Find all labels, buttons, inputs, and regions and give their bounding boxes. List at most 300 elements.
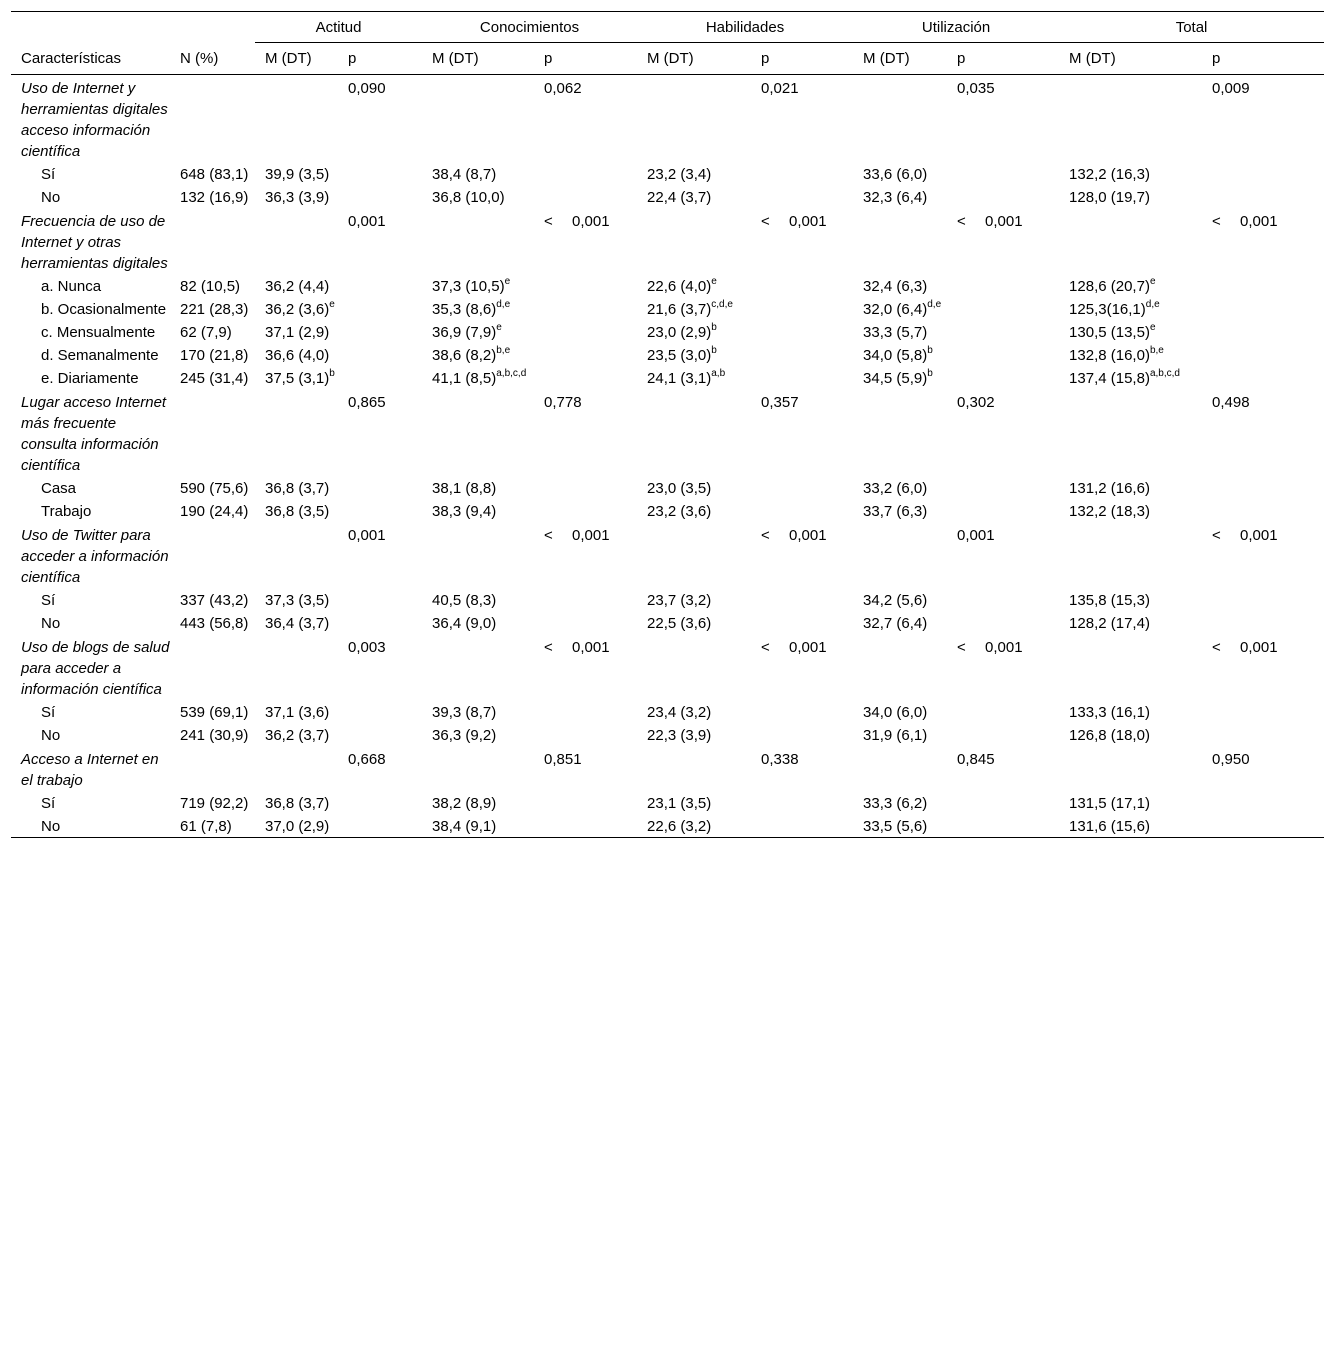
m-value: 37,3 (10,5) (432, 278, 505, 295)
row-label: Sí (41, 704, 56, 721)
m-value: 128,0 (19,7) (1069, 189, 1150, 206)
p-cell (947, 791, 1059, 814)
m-value: 125,3(16,1) (1069, 301, 1146, 318)
p-value: 0,302 (957, 394, 995, 411)
p-value-number: 0,001 (985, 639, 1023, 656)
section-row (11, 389, 1324, 476)
section-row (11, 208, 1324, 274)
header-m: M (DT) (637, 43, 751, 75)
less-than-sign: < (1212, 527, 1221, 544)
m-value: 131,6 (15,6) (1069, 818, 1150, 835)
p-cell (947, 588, 1059, 611)
p-cell (947, 814, 1059, 838)
m-cell (422, 700, 534, 723)
header-group-habilidades: Habilidades (637, 12, 853, 43)
m-cell (853, 634, 947, 700)
p-cell (947, 700, 1059, 723)
table-row (11, 723, 1324, 746)
superscript-note: a,b,c,d (496, 368, 527, 379)
n-cell (170, 389, 255, 476)
results-table (11, 11, 1324, 838)
p-value: 0,950 (1212, 751, 1250, 768)
n-cell: 170 (21,8) (180, 347, 249, 364)
m-cell (1059, 588, 1202, 611)
p-cell (1202, 366, 1324, 389)
m-value: 38,1 (8,8) (432, 480, 497, 497)
p-value (1202, 522, 1324, 588)
m-value: 131,5 (17,1) (1069, 795, 1150, 812)
m-value: 39,9 (3,5) (265, 166, 330, 183)
p-value (947, 634, 1059, 700)
m-value: 32,7 (6,4) (863, 615, 928, 632)
m-cell (853, 274, 947, 297)
p-cell (338, 814, 422, 838)
p-cell (338, 297, 422, 320)
p-value: 0,338 (761, 751, 799, 768)
m-cell (255, 634, 338, 700)
m-value: 32,3 (6,4) (863, 189, 928, 206)
section-row (11, 746, 1324, 791)
m-cell (422, 791, 534, 814)
m-value: 37,3 (3,5) (265, 592, 330, 609)
n-cell: 539 (69,1) (180, 704, 249, 721)
superscript-note: e (496, 322, 502, 333)
m-cell (637, 611, 751, 634)
m-cell (422, 814, 534, 838)
p-cell (338, 476, 422, 499)
table-row (11, 185, 1324, 208)
m-cell (637, 75, 751, 163)
m-cell (637, 522, 751, 588)
superscript-note: e (711, 276, 717, 287)
section-row (11, 522, 1324, 588)
p-cell (534, 320, 637, 343)
p-cell (534, 588, 637, 611)
m-cell (422, 588, 534, 611)
p-cell (338, 499, 422, 522)
m-value: 132,2 (16,3) (1069, 166, 1150, 183)
p-value: 0,090 (348, 80, 386, 97)
m-cell (422, 162, 534, 185)
p-cell (947, 476, 1059, 499)
results-table-container (11, 11, 1324, 838)
p-value: 0,845 (957, 751, 995, 768)
p-value: 0,003 (348, 639, 386, 656)
p-cell (338, 185, 422, 208)
p-value: 0,865 (348, 394, 386, 411)
p-cell (1202, 814, 1324, 838)
m-cell (853, 791, 947, 814)
m-cell (637, 814, 751, 838)
row-label: Sí (41, 592, 56, 609)
p-cell (751, 588, 853, 611)
m-cell (1059, 185, 1202, 208)
m-value: 34,5 (5,9) (863, 370, 928, 387)
p-cell (338, 723, 422, 746)
header-p: p (947, 43, 1059, 75)
m-cell (422, 185, 534, 208)
p-cell (751, 723, 853, 746)
p-cell (338, 611, 422, 634)
m-cell (1059, 791, 1202, 814)
p-value (534, 634, 637, 700)
header-group-conocimientos: Conocimientos (422, 12, 637, 43)
m-value: 37,1 (2,9) (265, 324, 330, 341)
row-label: a. Nunca (41, 278, 102, 295)
m-cell (853, 366, 947, 389)
p-cell (534, 297, 637, 320)
less-than-sign: < (761, 527, 770, 544)
row-label: Casa (41, 480, 77, 497)
m-cell (637, 297, 751, 320)
p-cell (534, 343, 637, 366)
less-than-sign: < (1212, 639, 1221, 656)
m-cell (853, 297, 947, 320)
header-p: p (338, 43, 422, 75)
p-cell (534, 611, 637, 634)
m-value: 32,4 (6,3) (863, 278, 928, 295)
p-cell (751, 366, 853, 389)
n-cell: 648 (83,1) (180, 166, 249, 183)
p-cell (338, 343, 422, 366)
table-row (11, 274, 1324, 297)
m-cell (422, 320, 534, 343)
m-value: 36,8 (3,7) (265, 480, 330, 497)
n-cell: 245 (31,4) (180, 370, 249, 387)
row-label-text: c. Mensualmente (41, 324, 156, 341)
m-cell (1059, 634, 1202, 700)
m-value: 33,3 (5,7) (863, 324, 928, 341)
table-body (11, 75, 1324, 838)
m-value: 35,3 (8,6) (432, 301, 497, 318)
m-value: 39,3 (8,7) (432, 704, 497, 721)
m-cell (637, 700, 751, 723)
section-label: Lugar acceso Internet más frecuente consulta información científica (21, 394, 167, 474)
n-cell: 241 (30,9) (180, 727, 249, 744)
m-cell (637, 588, 751, 611)
m-value: 36,4 (9,0) (432, 615, 497, 632)
m-value: 36,3 (3,9) (265, 189, 330, 206)
p-value-number: 0,001 (789, 527, 827, 544)
section-label: Acceso a Internet en el trabajo (21, 751, 159, 789)
m-cell (1059, 814, 1202, 838)
m-value: 36,2 (3,7) (265, 727, 330, 744)
table-row (11, 366, 1324, 389)
header-group-total: Total (1059, 12, 1324, 43)
table-row (11, 588, 1324, 611)
superscript-note: e (329, 299, 335, 310)
m-cell (422, 522, 534, 588)
p-cell (338, 162, 422, 185)
superscript-note: b (711, 322, 717, 333)
table-row (11, 791, 1324, 814)
table-row (11, 343, 1324, 366)
n-cell: 590 (75,6) (180, 480, 249, 497)
header-p: p (1202, 43, 1324, 75)
p-cell (947, 366, 1059, 389)
m-value: 21,6 (3,7) (647, 301, 712, 318)
m-cell (255, 297, 338, 320)
m-cell (637, 389, 751, 476)
m-value: 37,1 (3,6) (265, 704, 330, 721)
p-value (534, 208, 637, 274)
p-cell (751, 814, 853, 838)
m-cell (255, 522, 338, 588)
p-value: 0,035 (957, 80, 995, 97)
section-label: Uso de Internet y herramientas digitales acceso información científica (21, 80, 168, 160)
header-group-actitud: Actitud (255, 12, 422, 43)
row-label: Trabajo (41, 503, 92, 520)
n-cell (170, 75, 255, 163)
m-cell (255, 476, 338, 499)
superscript-note: b (711, 345, 717, 356)
m-value: 22,6 (3,2) (647, 818, 712, 835)
m-cell (255, 588, 338, 611)
p-value-number: 0,001 (1240, 527, 1278, 544)
superscript-note: e (504, 276, 511, 287)
p-cell (751, 791, 853, 814)
header-column-row (11, 43, 1324, 75)
m-value: 33,7 (6,3) (863, 503, 928, 520)
m-cell (1059, 297, 1202, 320)
less-than-sign: < (761, 213, 770, 230)
m-cell (637, 634, 751, 700)
m-cell (637, 366, 751, 389)
m-cell (422, 274, 534, 297)
m-cell (255, 611, 338, 634)
m-cell (422, 366, 534, 389)
p-cell (751, 320, 853, 343)
p-cell (534, 723, 637, 746)
p-value: 0,062 (544, 80, 582, 97)
m-value: 32,0 (6,4) (863, 301, 928, 318)
m-cell (1059, 162, 1202, 185)
m-cell (637, 476, 751, 499)
m-value: 33,3 (6,2) (863, 795, 928, 812)
less-than-sign: < (957, 639, 966, 656)
p-cell (751, 274, 853, 297)
less-than-sign: < (544, 527, 553, 544)
m-cell (1059, 343, 1202, 366)
header-group-row (11, 12, 1324, 43)
p-cell (534, 814, 637, 838)
less-than-sign: < (1212, 213, 1221, 230)
m-cell (853, 162, 947, 185)
m-cell (637, 274, 751, 297)
less-than-sign: < (761, 639, 770, 656)
p-cell (751, 476, 853, 499)
m-value: 31,9 (6,1) (863, 727, 928, 744)
m-value: 22,5 (3,6) (647, 615, 712, 632)
m-value: 132,8 (16,0) (1069, 347, 1150, 364)
m-value: 34,0 (5,8) (863, 347, 928, 364)
p-value-number: 0,001 (1240, 213, 1278, 230)
table-row (11, 320, 1324, 343)
m-value: 23,0 (3,5) (647, 480, 712, 497)
m-value: 128,6 (20,7) (1069, 278, 1150, 295)
superscript-note: a,b,c,d (1149, 368, 1180, 379)
m-value: 33,6 (6,0) (863, 166, 928, 183)
superscript-note: d,e (496, 299, 511, 310)
m-cell (853, 208, 947, 274)
m-value: 23,7 (3,2) (647, 592, 712, 609)
m-cell (853, 522, 947, 588)
p-cell (947, 185, 1059, 208)
m-value: 135,8 (15,3) (1069, 592, 1150, 609)
m-value: 36,2 (3,6) (265, 301, 330, 318)
m-cell (853, 814, 947, 838)
p-value (751, 634, 853, 700)
n-cell (170, 634, 255, 700)
m-cell (853, 389, 947, 476)
p-value-number: 0,001 (572, 639, 610, 656)
superscript-note: b,e (1149, 345, 1164, 356)
m-value: 37,0 (2,9) (265, 818, 330, 835)
row-label (11, 366, 170, 389)
section-row (11, 634, 1324, 700)
p-value-number: 0,001 (572, 213, 610, 230)
row-label-text: e. Diariamente (41, 370, 139, 387)
table-row (11, 162, 1324, 185)
m-value: 40,5 (8,3) (432, 592, 497, 609)
p-cell (947, 611, 1059, 634)
p-cell (1202, 588, 1324, 611)
m-cell (422, 746, 534, 791)
m-cell (255, 75, 338, 163)
p-cell (1202, 297, 1324, 320)
m-value: 23,2 (3,4) (647, 166, 712, 183)
m-value: 36,9 (7,9) (432, 324, 497, 341)
p-cell (1202, 185, 1324, 208)
p-value: 0,357 (761, 394, 799, 411)
m-cell (637, 791, 751, 814)
m-value: 23,2 (3,6) (647, 503, 712, 520)
m-cell (1059, 700, 1202, 723)
m-cell (255, 723, 338, 746)
n-cell: 61 (7,8) (180, 818, 232, 835)
p-value-number: 0,001 (1240, 639, 1278, 656)
row-label: Sí (41, 166, 56, 183)
row-label (11, 343, 170, 366)
m-value: 132,2 (18,3) (1069, 503, 1150, 520)
m-cell (853, 185, 947, 208)
m-value: 37,5 (3,1) (265, 370, 330, 387)
n-cell: 62 (7,9) (180, 324, 232, 341)
m-cell (255, 162, 338, 185)
m-cell (853, 499, 947, 522)
m-value: 126,8 (18,0) (1069, 727, 1150, 744)
m-value: 36,8 (3,5) (265, 503, 330, 520)
m-value: 22,6 (4,0) (647, 278, 712, 295)
table-row (11, 499, 1324, 522)
p-cell (947, 723, 1059, 746)
p-cell (338, 700, 422, 723)
p-cell (534, 791, 637, 814)
row-label-text: b. Ocasionalmente (41, 301, 167, 318)
m-value: 36,3 (9,2) (432, 727, 497, 744)
p-cell (1202, 320, 1324, 343)
section-row (11, 75, 1324, 163)
m-value: 36,2 (4,4) (265, 278, 330, 295)
p-value: 0,778 (544, 394, 582, 411)
m-value: 41,1 (8,5) (432, 370, 497, 387)
superscript-note: b (329, 368, 335, 379)
m-cell (255, 746, 338, 791)
m-value: 131,2 (16,6) (1069, 480, 1150, 497)
m-cell (422, 611, 534, 634)
m-cell (637, 162, 751, 185)
m-cell (255, 389, 338, 476)
p-cell (1202, 274, 1324, 297)
m-cell (1059, 746, 1202, 791)
m-value: 22,3 (3,9) (647, 727, 712, 744)
m-value: 23,1 (3,5) (647, 795, 712, 812)
section-label: Uso de Twitter para acceder a información científica (21, 527, 169, 586)
p-cell (751, 343, 853, 366)
n-cell (170, 522, 255, 588)
m-cell (255, 814, 338, 838)
m-cell (422, 389, 534, 476)
m-cell (255, 791, 338, 814)
m-cell (1059, 274, 1202, 297)
m-value: 38,4 (9,1) (432, 818, 497, 835)
header-m: M (DT) (853, 43, 947, 75)
less-than-sign: < (544, 213, 553, 230)
m-cell (1059, 208, 1202, 274)
header-p: p (534, 43, 637, 75)
p-cell (338, 791, 422, 814)
p-cell (1202, 700, 1324, 723)
m-cell (255, 208, 338, 274)
p-cell (338, 588, 422, 611)
p-value-number: 0,001 (572, 527, 610, 544)
p-cell (534, 185, 637, 208)
row-label: No (41, 727, 61, 744)
p-value (1202, 208, 1324, 274)
row-label: Sí (41, 795, 56, 812)
m-cell (422, 723, 534, 746)
p-cell (1202, 343, 1324, 366)
p-cell (751, 162, 853, 185)
superscript-note: b (927, 368, 933, 379)
header-caracteristicas: Características (11, 43, 170, 75)
m-cell (255, 274, 338, 297)
m-cell (853, 700, 947, 723)
m-cell (255, 320, 338, 343)
p-cell (947, 274, 1059, 297)
row-label: No (41, 615, 61, 632)
p-value-number: 0,001 (789, 213, 827, 230)
m-value: 38,4 (8,7) (432, 166, 497, 183)
m-value: 23,5 (3,0) (647, 347, 712, 364)
p-cell (338, 366, 422, 389)
less-than-sign: < (957, 213, 966, 230)
m-value: 33,5 (5,6) (863, 818, 928, 835)
p-value: 0,668 (348, 751, 386, 768)
m-cell (853, 723, 947, 746)
n-cell: 82 (10,5) (180, 278, 241, 295)
p-cell (1202, 791, 1324, 814)
m-value: 23,4 (3,2) (647, 704, 712, 721)
section-label: Frecuencia de uso de Internet y otras herramientas digitales (21, 213, 168, 272)
m-cell (637, 499, 751, 522)
m-cell (1059, 476, 1202, 499)
p-cell (534, 274, 637, 297)
p-value (534, 522, 637, 588)
row-label: No (41, 818, 61, 835)
n-cell: 132 (16,9) (180, 189, 249, 206)
superscript-note: b,e (496, 345, 511, 356)
